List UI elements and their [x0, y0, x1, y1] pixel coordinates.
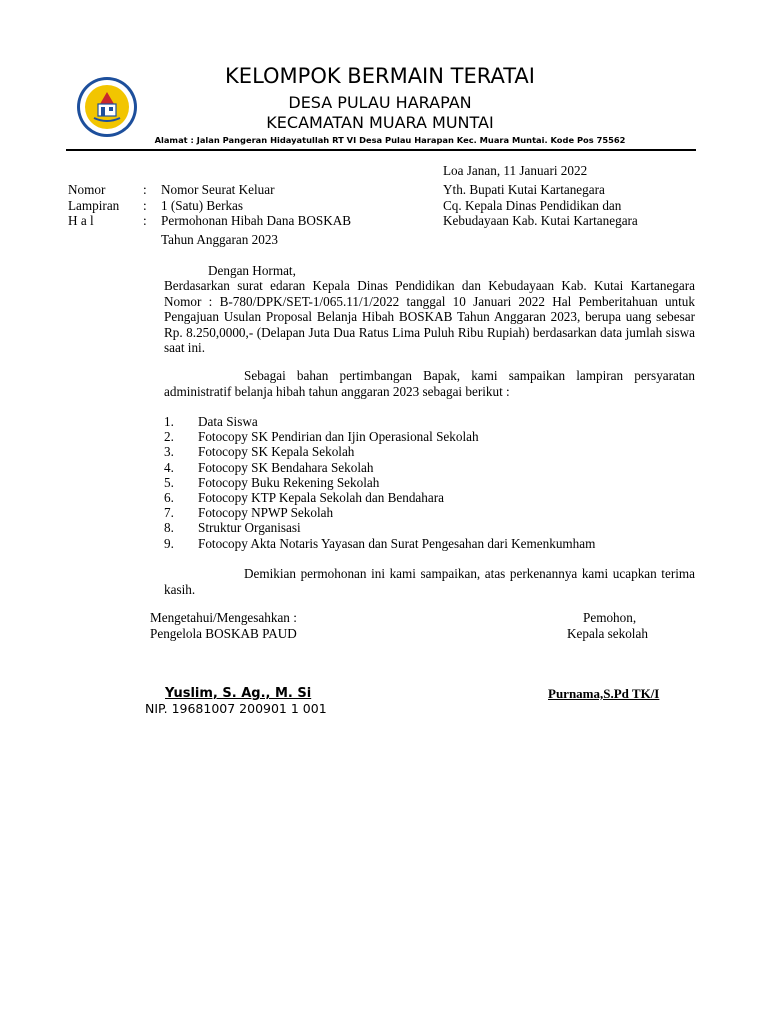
list-item-text: Data Siswa: [198, 414, 258, 429]
list-item-number: 4.: [164, 459, 174, 475]
sign-right-line-1: Pemohon,: [583, 610, 637, 625]
letterhead-district: KECAMATAN MUARA MUNTAI: [266, 113, 494, 132]
list-item-number: 9.: [164, 535, 174, 551]
paragraph-1: [164, 278, 695, 356]
list-item-number: 3.: [164, 444, 174, 460]
meta-label-hal: H a l: [68, 213, 94, 228]
school-logo: [76, 76, 138, 138]
recipient-line-1: Yth. Bupati Kutai Kartanegara: [443, 182, 605, 197]
sign-left-nip: NIP. 19681007 200901 1 001: [145, 701, 327, 716]
sign-left-name: Yuslim, S. Ag., M. Si: [165, 686, 312, 701]
list-item-text: Fotocopy KTP Kepala Sekolah dan Bendahara: [198, 490, 444, 506]
list-item-text: Fotocopy Akta Notaris Yayasan dan Surat Pengesahan dari Kemenkumham: [198, 535, 596, 551]
closing-paragraph: [164, 566, 695, 597]
recipient-line-2: Cq. Kepala Dinas Pendidikan dan: [443, 198, 622, 213]
list-item-text: Fotocopy SK Pendirian dan Ijin Operasional Sekolah: [198, 429, 479, 445]
list-item-text: Fotocopy SK Bendahara Sekolah: [198, 459, 374, 475]
list-item: [164, 475, 595, 490]
sign-left-line-2: Pengelola BOSKAB PAUD: [150, 626, 297, 641]
list-item: [164, 490, 595, 505]
list-item-number: 2.: [164, 429, 174, 445]
attachment-list: [164, 414, 595, 551]
list-item: [164, 536, 595, 551]
list-item-number: 5.: [164, 474, 174, 490]
place-date: Loa Janan, 11 Januari 2022: [443, 163, 588, 178]
meta-sep-hal: :: [143, 213, 147, 228]
list-item-number: 8.: [164, 520, 174, 536]
letterhead-village: DESA PULAU HARAPAN: [288, 93, 472, 112]
closing-text: Demikian permohonan ini kami sampaikan, atas perkenannya kami ucapkan terima kasih.: [164, 566, 695, 597]
subject-continuation: Tahun Anggaran 2023: [161, 232, 279, 247]
meta-sep-nomor: :: [143, 182, 147, 197]
letterhead-divider: [66, 149, 696, 151]
recipient-line-3: Kebudayaan Kab. Kutai Kartanegara: [443, 213, 638, 228]
list-item-text: Fotocopy SK Kepala Sekolah: [198, 444, 355, 460]
paragraph-2-text: Sebagai bahan pertimbangan Bapak, kami sampaikan lampiran persyaratan administratif belanja hibah tahun anggaran 2023 sebagai berikut :: [164, 368, 695, 399]
list-item-text: Fotocopy Buku Rekening Sekolah: [198, 474, 380, 490]
letterhead-address: Alamat : Jalan Pangeran Hidayatullah RT VI Desa Pulau Harapan Kec. Muara Muntai. Kode Pos 75562: [154, 135, 626, 145]
list-item-number: 1.: [164, 414, 174, 429]
list-item: [164, 444, 595, 459]
list-item: [164, 505, 595, 520]
meta-value-nomor: Nomor Seurat Keluar: [161, 182, 275, 197]
sign-left-line-1: Mengetahui/Mengesahkan :: [150, 610, 297, 625]
list-item-text: Fotocopy NPWP Sekolah: [198, 505, 334, 521]
sign-right-line-2: Kepala sekolah: [567, 626, 648, 641]
list-item: [164, 520, 595, 535]
greeting: Dengan Hormat,: [208, 263, 296, 278]
list-item: [164, 460, 595, 475]
letterhead-title: KELOMPOK BERMAIN TERATAI: [225, 64, 535, 88]
meta-value-lampiran: 1 (Satu) Berkas: [161, 198, 244, 213]
meta-sep-lampiran: :: [143, 198, 147, 213]
list-item-number: 6.: [164, 490, 174, 506]
sign-right-name: Purnama,S.Pd TK/I: [548, 686, 660, 701]
meta-label-nomor: Nomor: [68, 182, 106, 197]
list-item: [164, 429, 595, 444]
meta-label-lampiran: Lampiran: [68, 198, 120, 213]
list-item: [164, 414, 595, 429]
list-item-number: 7.: [164, 505, 174, 521]
list-item-text: Struktur Organisasi: [198, 520, 301, 536]
meta-value-hal: Permohonan Hibah Dana BOSKAB: [161, 213, 352, 228]
paragraph-2: [164, 368, 695, 399]
paragraph-1-text: Berdasarkan surat edaran Kepala Dinas Pendidikan dan Kebudayaan Kab. Kutai Kartanegara Nomor : B-780/DPK/SET-1/065.11/1/2022 tanggal 10 Januari 2022 Hal Pemberitahuan untuk Pengajuan Usulan Proposal Belanja Hibah BOSKAB Tahun Anggaran 2023, berupa uang sebesar Rp. 8.250,0000,- (Delapan Juta Dua Ratus Lima Puluh Ribu Rupiah) berdasarkan data jumlah siswa saat ini.: [164, 278, 695, 355]
